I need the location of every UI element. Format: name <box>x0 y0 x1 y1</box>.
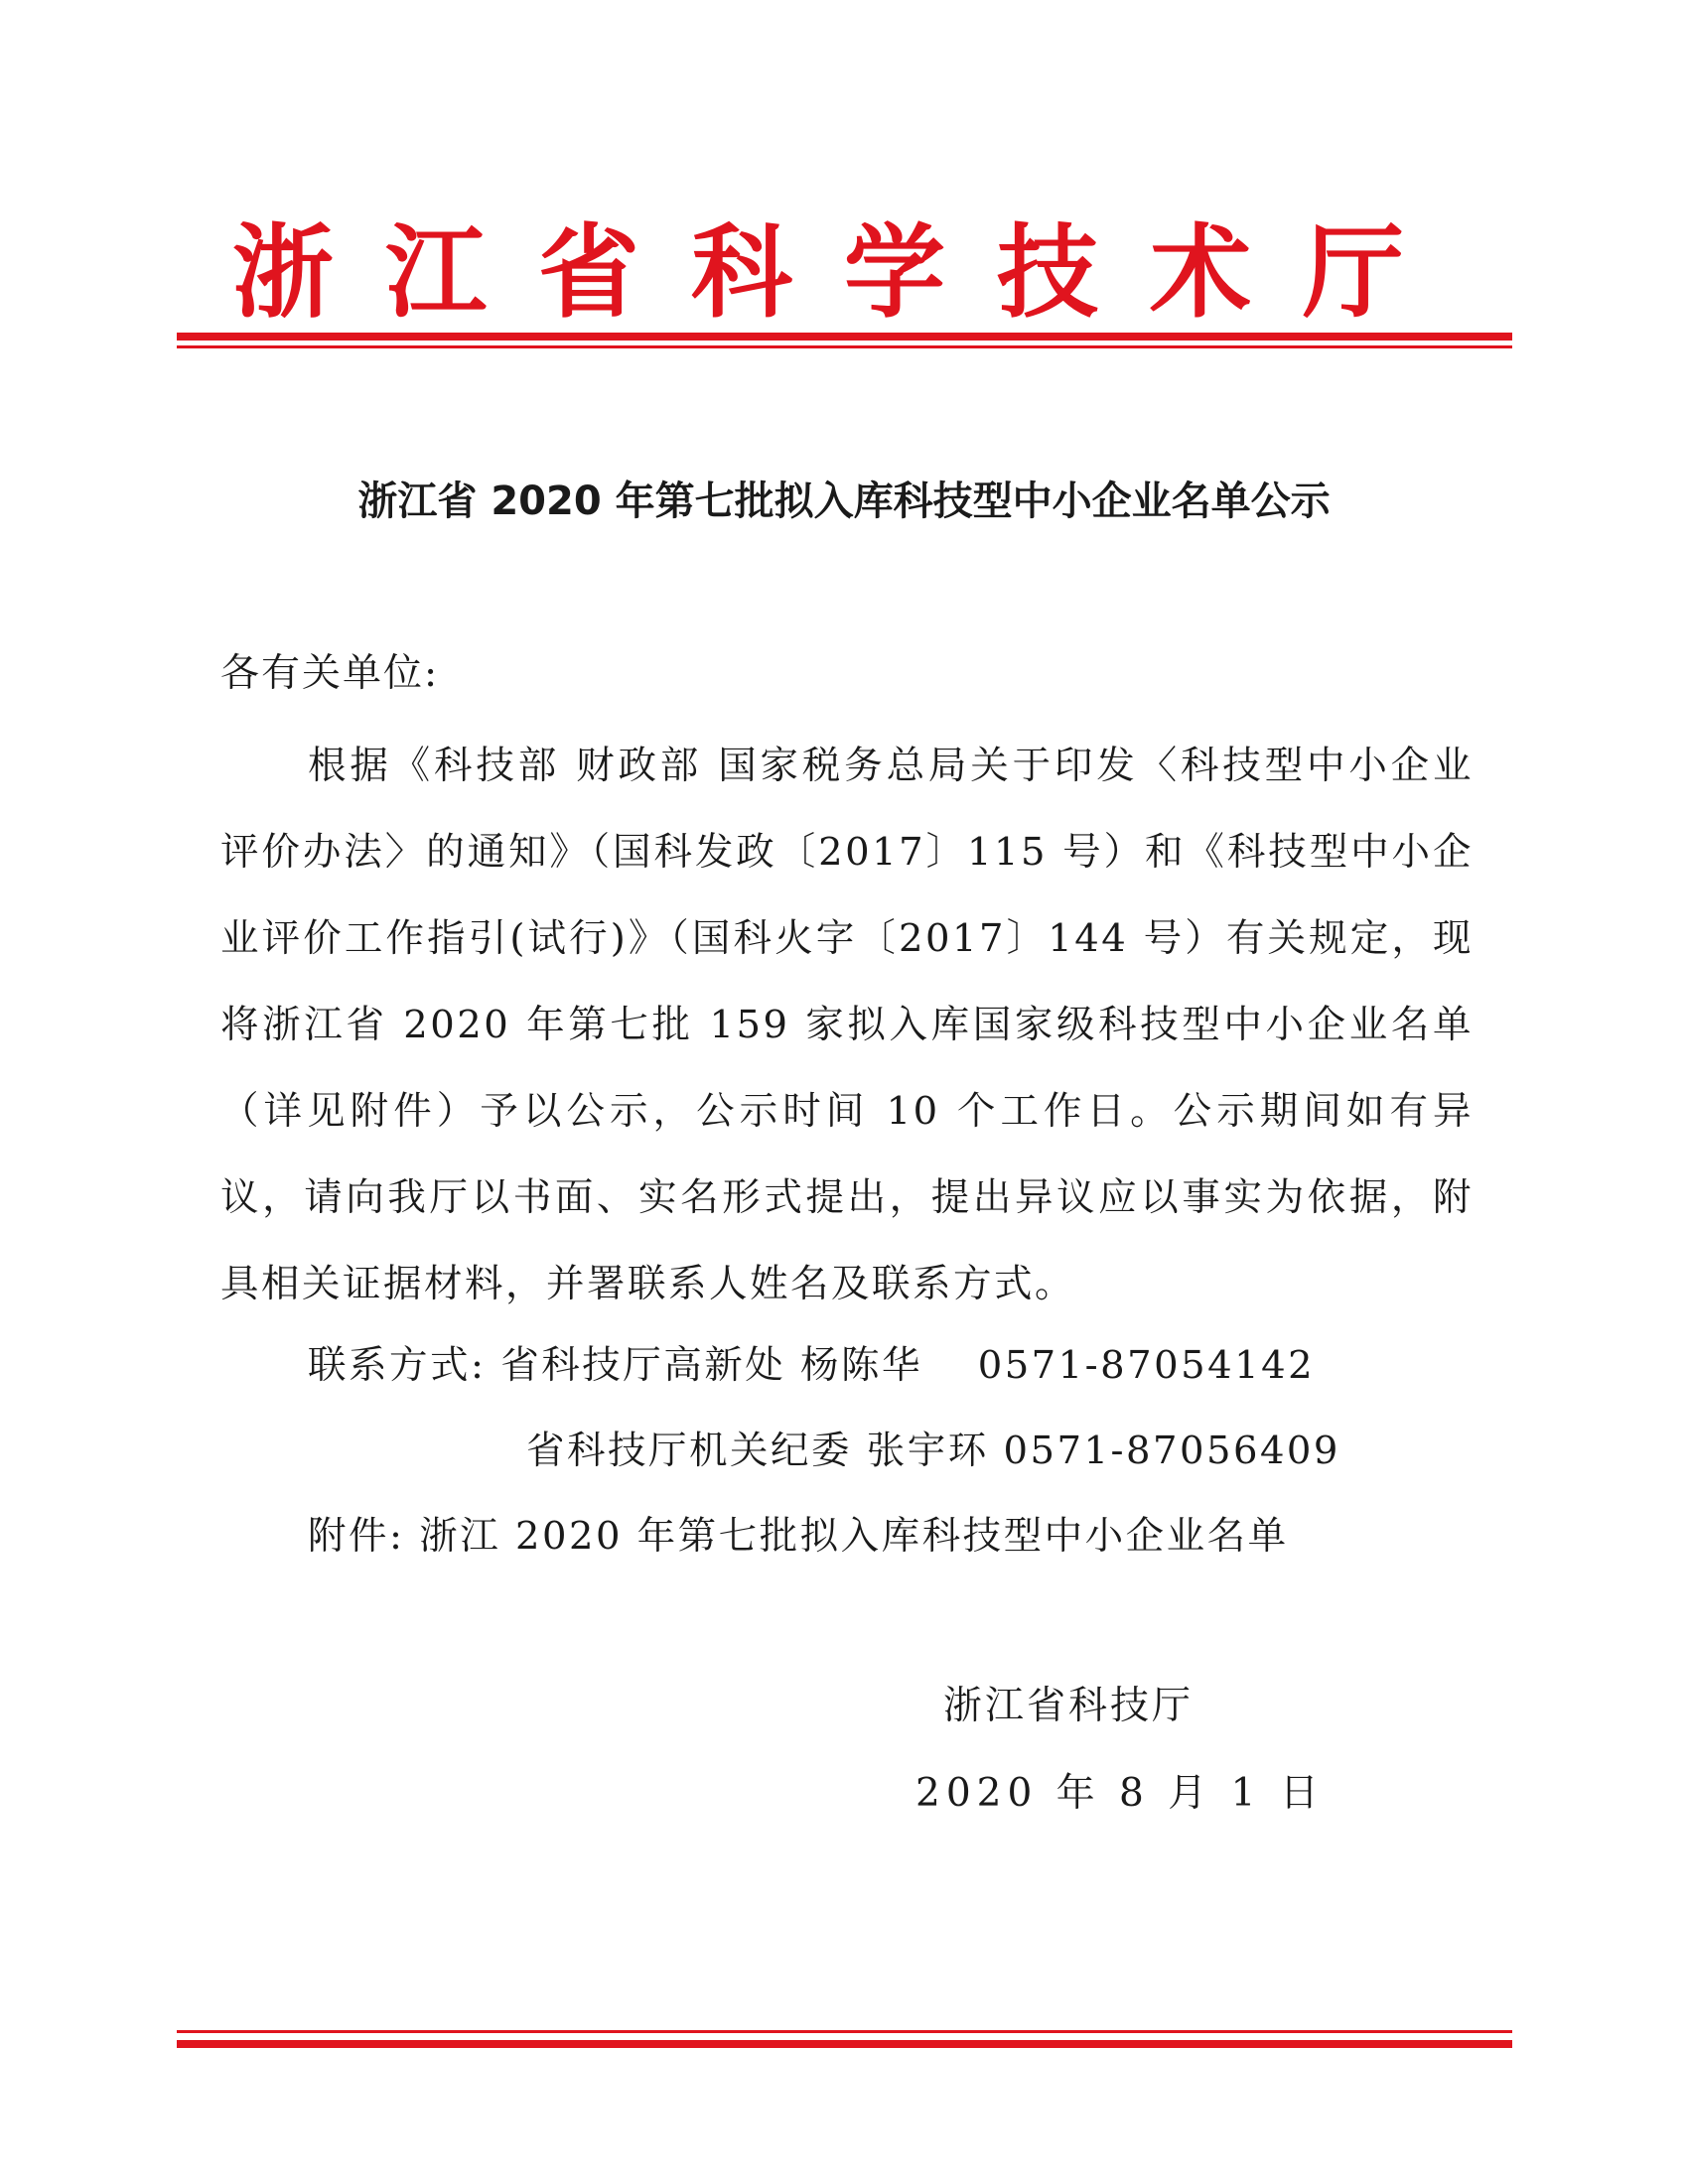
masthead-org-name: 浙江省科学技术厅 <box>232 213 1456 333</box>
document-title: 浙江省 2020 年第七批拟入库科技型中小企业名单公示 <box>357 478 1331 524</box>
attachment-title: 浙江 2020 年第七批拟入库科技型中小企业名单 <box>419 1514 1289 1559</box>
masthead-rule-thin <box>177 345 1512 348</box>
attachment-line <box>308 1508 1289 1566</box>
issue-date: 2020 年 8 月 1 日 <box>915 1771 1325 1816</box>
contact-1: 省科技厅高新处 杨陈华 0571-87054142 <box>500 1343 1316 1388</box>
contact-label: 联系方式: <box>308 1343 501 1388</box>
footer-rule-thick <box>177 2040 1512 2048</box>
contact-2: 省科技厅机关纪委 张宇环 0571-87056409 <box>526 1429 1340 1473</box>
issuer-signature: 浙江省科技厅 <box>943 1684 1195 1728</box>
attachment-label: 附件: <box>308 1514 420 1559</box>
contact-line-2 <box>526 1423 1340 1480</box>
masthead-rule-thick <box>177 333 1512 341</box>
contact-line-1 <box>308 1337 1315 1395</box>
footer-rule-thin <box>177 2030 1512 2033</box>
body-paragraph: 根据《科技部 财政部 国家税务总局关于印发〈科技型中小企业评价办法〉的通知》（国科发政〔2017〕115 号）和《科技型中小企业评价工作指引(试行)》（国科火字〔2017〕144 号）有关规定，现将浙江省 2020 年第七批 159 家拟入库国家级科技型中小企业名单（详见附件）予以公示，公示时间 10 个工作日。公示期间如有异议，请向我厅以书面、实名形式提出，提出异议应以事实为依据，附具相关证据材料，并署联系人姓名及联系方式。 <box>220 744 1474 1306</box>
salutation: 各有关单位: <box>220 651 440 696</box>
